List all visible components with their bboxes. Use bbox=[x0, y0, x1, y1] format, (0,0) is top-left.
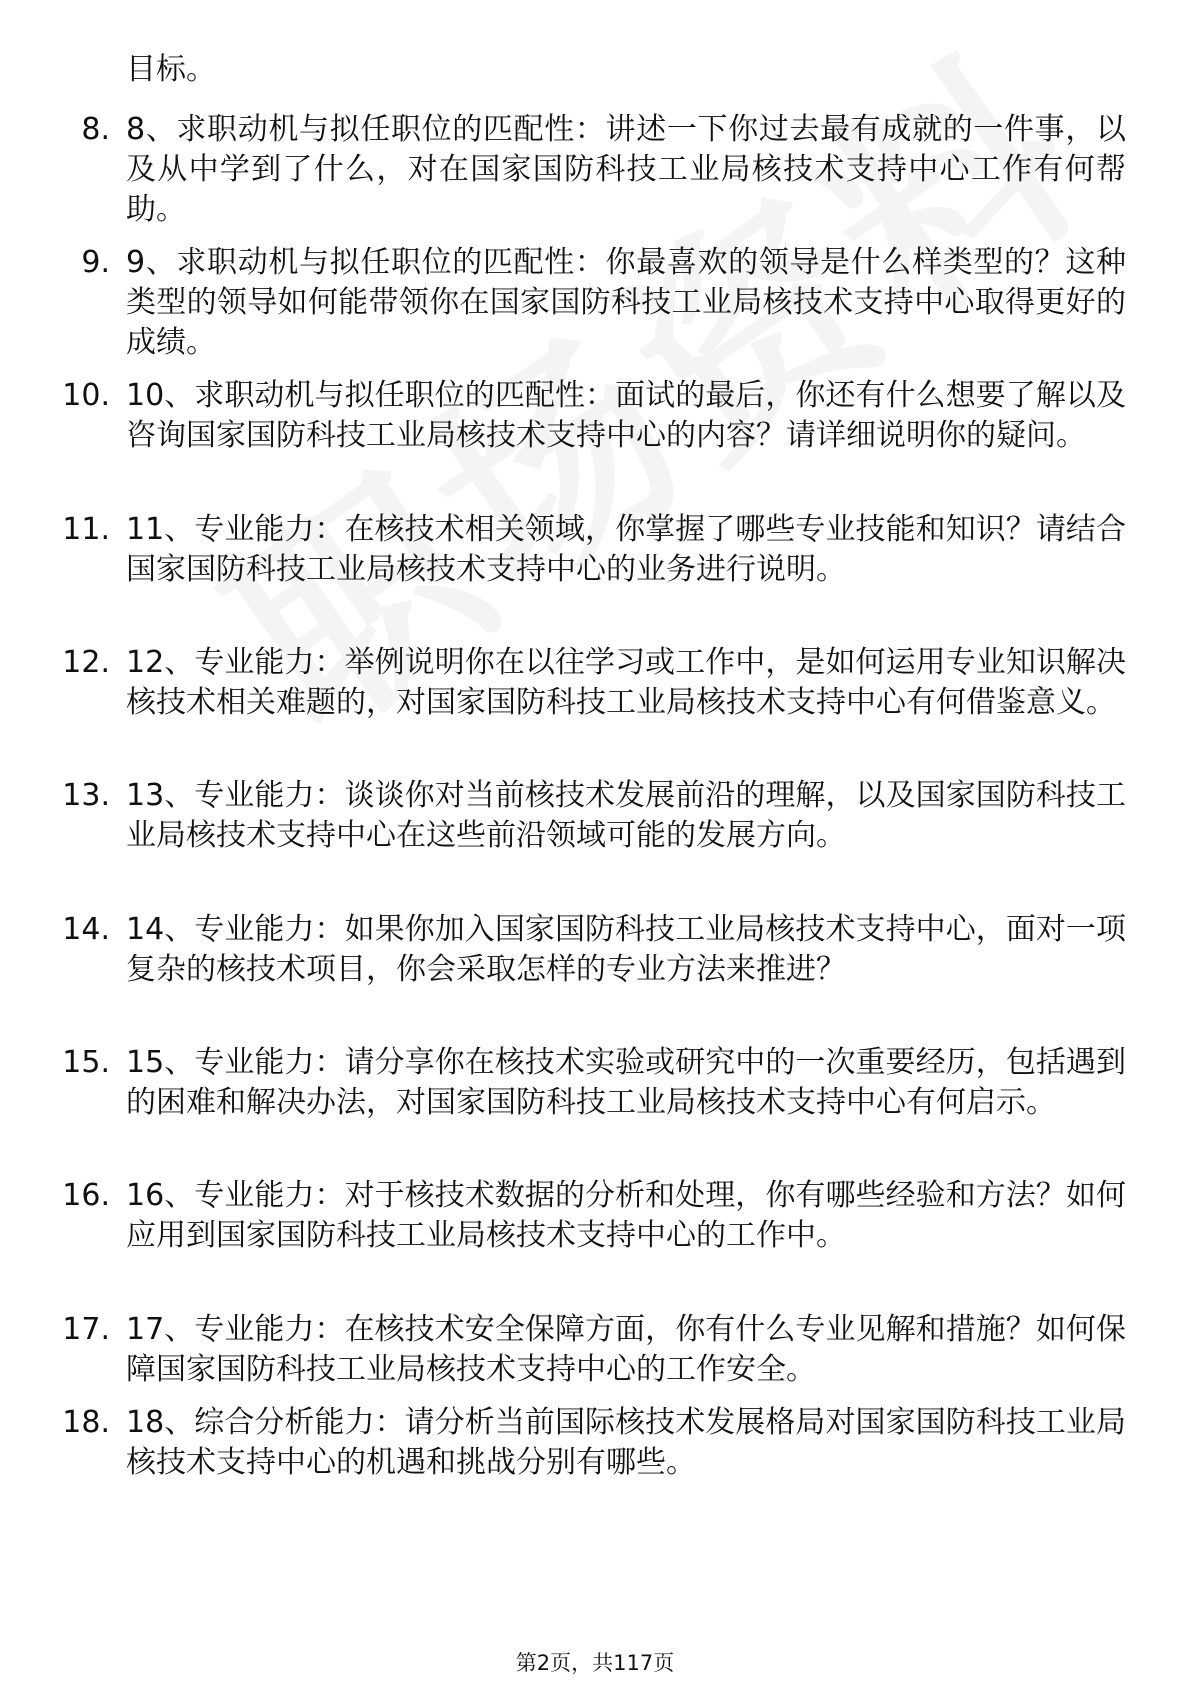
item-text: 10、求职动机与拟任职位的匹配性：面试的最后，你还有什么想要了解以及咨询国家国防科技工业局核技术支持中心的内容？请详细说明你的疑问。 bbox=[126, 378, 1126, 453]
page-footer: 第2页，共117页 bbox=[515, 1651, 675, 1675]
item-number: 15. bbox=[62, 1045, 110, 1080]
item-text: 9、求职动机与拟任职位的匹配性：你最喜欢的领导是什么样类型的？这种类型的领导如何能带领你在国家国防科技工业局核技术支持中心取得更好的成绩。 bbox=[126, 245, 1126, 360]
item-number: 9. bbox=[81, 245, 110, 280]
item-number: 18. bbox=[62, 1405, 110, 1440]
item-number: 17. bbox=[62, 1312, 110, 1347]
item-text: 18、综合分析能力：请分析当前国际核技术发展格局对国家国防科技工业局核技术支持中心的机遇和挑战分别有哪些。 bbox=[126, 1405, 1126, 1480]
item-text: 8、求职动机与拟任职位的匹配性：讲述一下你过去最有成就的一件事，以及从中学到了什么，对在国家国防科技工业局核技术支持中心工作有何帮助。 bbox=[126, 112, 1126, 227]
item-text: 11、专业能力：在核技术相关领域，你掌握了哪些专业技能和知识？请结合国家国防科技工业局核技术支持中心的业务进行说明。 bbox=[126, 512, 1126, 587]
item-text: 12、专业能力：举例说明你在以往学习或工作中，是如何运用专业知识解决核技术相关难题的，对国家国防科技工业局核技术支持中心有何借鉴意义。 bbox=[126, 645, 1126, 720]
item-text: 16、专业能力：对于核技术数据的分析和处理，你有哪些经验和方法？如何应用到国家国防科技工业局核技术支持中心的工作中。 bbox=[126, 1178, 1126, 1253]
item-number: 14. bbox=[62, 912, 110, 947]
item-number: 10. bbox=[62, 378, 110, 413]
item-number: 13. bbox=[62, 778, 110, 813]
item-number: 11. bbox=[62, 512, 110, 547]
item-text: 14、专业能力：如果你加入国家国防科技工业局核技术支持中心，面对一项复杂的核技术项目，你会采取怎样的专业方法来推进？ bbox=[126, 912, 1126, 987]
item-text: 15、专业能力：请分享你在核技术实验或研究中的一次重要经历，包括遇到的困难和解决办法，对国家国防科技工业局核技术支持中心有何启示。 bbox=[126, 1045, 1126, 1120]
item-text: 13、专业能力：谈谈你对当前核技术发展前沿的理解，以及国家国防科技工业局核技术支持中心在这些前沿领域可能的发展方向。 bbox=[126, 778, 1126, 853]
item-number: 12. bbox=[62, 645, 110, 680]
item-number: 8. bbox=[81, 112, 110, 147]
continuation-text: 目标。 bbox=[126, 52, 216, 87]
item-text: 17、专业能力：在核技术安全保障方面，你有什么专业见解和措施？如何保障国家国防科技工业局核技术支持中心的工作安全。 bbox=[126, 1312, 1126, 1387]
item-number: 16. bbox=[62, 1178, 110, 1213]
